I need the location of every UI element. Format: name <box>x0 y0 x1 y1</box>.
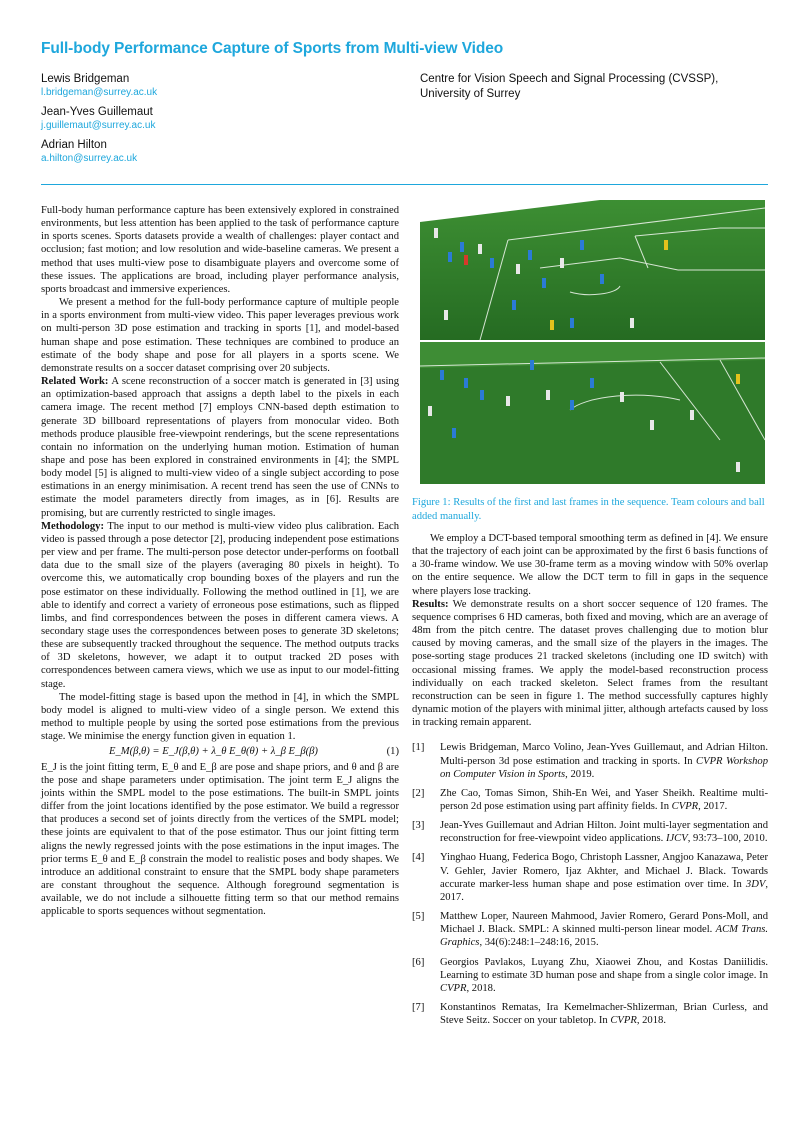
left-column <box>41 204 399 918</box>
reference-venue: CVPR <box>440 982 467 994</box>
author-name: Lewis Bridgeman <box>41 73 130 85</box>
figure-image <box>420 200 765 484</box>
reference-details: , 2017. <box>698 800 728 812</box>
right-column <box>412 532 768 1033</box>
equation-1 <box>41 743 399 760</box>
author-name: Adrian Hilton <box>41 139 107 151</box>
equation-body: E_M(β,θ) = E_J(β,θ) + λ_θ E_θ(θ) + λ_β E_β(β) <box>109 746 318 758</box>
intro-paragraph: We present a method for the full-body performance capture of multiple people in a sports environment from multi-view video. This paper leverages previous work on multi-person 3D pose estimation and tracking in sports [1], and model-based human shape and pose estimation. These techniques are combined to produce an estimate of the body shape and pose for all players in a sports scene. We demonstrate results on a soccer dataset comprising over 20 subjects. <box>41 297 399 374</box>
reference-number: [2] <box>412 787 425 799</box>
author-3 <box>41 138 157 165</box>
affiliation-line-1: Centre for Vision Speech and Signal Processing (CVSSP), <box>420 73 719 85</box>
reference-authors: Zhe Cao, Tomas Simon, Shih-En Wei, and Yaser Sheikh. Realtime multi-person 2d pose estimation using part affinity fields. In <box>440 787 768 812</box>
reference-list <box>412 741 768 1027</box>
reference-venue: IJCV <box>665 833 688 845</box>
reference-item <box>412 851 768 904</box>
reference-item <box>412 956 768 995</box>
equation-number: (1) <box>386 746 399 758</box>
reference-number: [3] <box>412 820 425 832</box>
related-work-paragraph <box>41 375 399 520</box>
reference-text <box>440 1001 768 1027</box>
related-work-text: A scene reconstruction of a soccer match is generated in [3] using an optimization-based approach that assigns a depth label to the pixels in each camera image. The recent method [7] employs CNN-based depth estimation to generate 3D billboard representations of players from monocular video. Both methods produce plausible free-viewpoint renderings, but the scene representations contain no information on the underlying human motion. Estimation of human shape and pose has been explored in constrained environments in [4]; the SMPL body model [5] is aligned to multi-view video of a single subject according to pose estimations in an energy minimisation. A recent trend has seen the use of CNNs to estimate the model parameters directly from images, as in [6]. Results are promising, but are currently restricted to single images. <box>41 376 399 519</box>
reference-authors: Jean-Yves Guillemaut and Adrian Hilton. Joint multi-layer segmentation and reconstruction for free-viewpoint video applications. <box>440 820 768 845</box>
reference-text <box>440 851 768 904</box>
author-email[interactable]: a.hilton@surrey.ac.uk <box>41 153 138 164</box>
reference-number: [4] <box>412 852 425 864</box>
reference-authors: Matthew Loper, Naureen Mahmood, Javier Romero, Gerard Pons-Moll, and Michael J. Black. SMPL: A skinned multi-person linear model. <box>440 911 768 936</box>
reference-venue: CVPR <box>610 1015 637 1027</box>
reference-item <box>412 910 768 949</box>
reference-number: [6] <box>412 956 425 968</box>
reference-venue: CVPR Workshop on Computer Vision in Sports <box>440 755 769 780</box>
reference-authors: Yinghao Huang, Federica Bogo, Christoph Lassner, Angjoo Kanazawa, Peter V. Gehler, Javier Romero, Ijaz Akhter, and Michael J. Black. Towards accurate marker-less human shape and pose estimation over time. In <box>440 852 768 890</box>
author-1 <box>41 72 157 99</box>
author-list <box>41 72 157 171</box>
affiliation <box>420 72 718 101</box>
reference-venue: 3DV <box>745 878 766 890</box>
abstract-paragraph: Full-body human performance capture has been extensively explored in constrained environments, but less attention has been applied to the task of performance capture in sports scenes. Sports datasets provide a wealth of challenges: player contact and occlusion; fast motion; and low resolution and wide-baseline cameras. We present a method that uses multi-view pose to disambiguate players and overcome some of these issues. The applications are broad, including player performance analysis, sports broadcast and immersive experiences. <box>41 205 399 295</box>
reference-text <box>440 787 768 813</box>
reference-text <box>440 956 768 995</box>
reference-details: , 93:73–100, 2010. <box>687 833 768 845</box>
author-email[interactable]: j.guillemaut@surrey.ac.uk <box>41 120 156 131</box>
reference-details: , 2017. <box>440 878 768 903</box>
reference-authors: Georgios Pavlakos, Luyang Zhu, Xiaowei Zhou, and Kostas Daniilidis. Learning to estimate 3D human pose and shape from a single color image. In <box>440 956 768 981</box>
reference-text <box>440 741 768 780</box>
reference-details: , 34(6):248:1–248:16, 2015. <box>479 937 599 949</box>
reference-details: , 2019. <box>565 768 595 780</box>
reference-venue: CVPR <box>671 800 699 812</box>
methodology-text: The input to our method is multi-view video plus calibration. Each video is passed through a pose detector [2], producing independent pose estimations per view and per frame. The multi-person pose detector under-performs on football data due to the small size of the players (averaging 80 pixels in height). To overcome this, we automatically crop bounding boxes of the players and run the pose estimator on these individually. Following the method outlined in [1], we are able to identify and correct a variety of erroneous pose estimations, such as flipped limbs, and find correspondences between the poses in different camera views. A secondary stage uses the correspondences between poses to generate 3D skeletons; these are subsequently tracked throughout the sequence. The method outputs tracks of 3D skeletons, however, we adapt it to output tracked 2D poses with correspondences between camera views, which we use as input to our model-fitting stage. <box>41 520 399 690</box>
reference-authors: Lewis Bridgeman, Marco Volino, Jean-Yves Guillemaut, and Adrian Hilton. Multi-person 3d pose estimation and tracking in sports. In <box>440 742 768 767</box>
model-fitting-paragraph: The model-fitting stage is based upon the method in [4], in which the SMPL body model is aligned to multi-view video of a single person. We extend this method to multiple people by using the sorted pose estimations from the previous stage. We minimise the energy function given in equation 1. <box>41 691 399 743</box>
reference-item <box>412 1001 768 1027</box>
reference-text <box>440 910 768 949</box>
reference-number: [7] <box>412 1002 425 1013</box>
figure-1 <box>420 200 765 484</box>
energy-terms-paragraph: E_J is the joint fitting term, E_θ and E_β are pose and shape priors, and θ and β are the pose and shape parameters under optimisation. The joint term E_J aligns the joints within the SMPL model to the pose estimations. The built-in SMPL joints differ from the joint locations identified by the pose estimator. We build a regressor that produces a second set of joints directly from the vertices of the SMPL model; these joints are equivalent to that of the pose estimator. Thus our joint fitting term aligns the newly regressed joints with the pose estimations in the input images. The prior terms E_θ and E_β constrain the model to realistic poses and body shapes. We introduce an additional constraint to ensure that the SMPL body shape parameters are constant throughout the sequence. Although foreground segmentation is available, we do not include a silhouette fitting term so that our method remains applicable to sports sequences without segmentation. <box>41 761 399 918</box>
header-divider <box>41 184 768 185</box>
paper-title: Full-body Performance Capture of Sports from Multi-view Video <box>41 40 504 57</box>
related-work-heading: Related Work: <box>41 376 109 388</box>
reference-item <box>412 741 768 780</box>
methodology-paragraph <box>41 520 399 691</box>
reference-number: [5] <box>412 911 425 923</box>
methodology-heading: Methodology: <box>41 520 104 532</box>
reference-details: , 2018. <box>466 982 496 994</box>
reference-item <box>412 819 768 845</box>
reference-number: [1] <box>412 742 425 754</box>
results-paragraph <box>412 598 768 730</box>
reference-venue: ACM Trans. Graphics <box>440 924 769 949</box>
author-email[interactable]: l.bridgeman@surrey.ac.uk <box>41 87 158 98</box>
figure-caption: Figure 1: Results of the first and last frames in the sequence. Team colours and ball added manually. <box>412 497 765 522</box>
reference-details: , 2018. <box>636 1015 666 1027</box>
author-name: Jean-Yves Guillemaut <box>41 106 153 118</box>
author-2 <box>41 105 157 132</box>
reference-text <box>440 819 768 845</box>
results-heading: Results: <box>412 598 449 610</box>
reference-item <box>412 787 768 813</box>
dct-paragraph: We employ a DCT-based temporal smoothing term as defined in [4]. We ensure that the trajectory of each joint can be approximated by the first 6 basis functions of a 30-frame window. We use 30-frame term as a moving window with 50% overlap on the entire sequence. We allow the DCT term to fill in gaps in the sequence where players lose tracking. <box>412 533 768 597</box>
affiliation-line-2: University of Surrey <box>420 87 521 100</box>
reference-authors: Konstantinos Rematas, Ira Kemelmacher-Shlizerman, Brian Curless, and Steve Seitz. Soccer on your tabletop. In <box>440 1002 768 1027</box>
results-text: We demonstrate results on a short soccer sequence of 120 frames. The sequence comprises 6 HD cameras, both fixed and moving, which are an average of 48m from the pitch centre. The dataset proves challenging due to motion blur caused by moving cameras, and the small size of the players in the images. The pose-sorting stage produces 21 tracked skeletons (including one ID switch) with occasional missing frames. We apply the model-based reconstruction process individually on each tracked skeleton. Select frames from the resultant reconstruction can be seen in figure 1. The method successfully captures highly dynamic motion of the players with minimal jitter, although artefacts caused by loss in tracking remain apparent. <box>412 598 768 729</box>
